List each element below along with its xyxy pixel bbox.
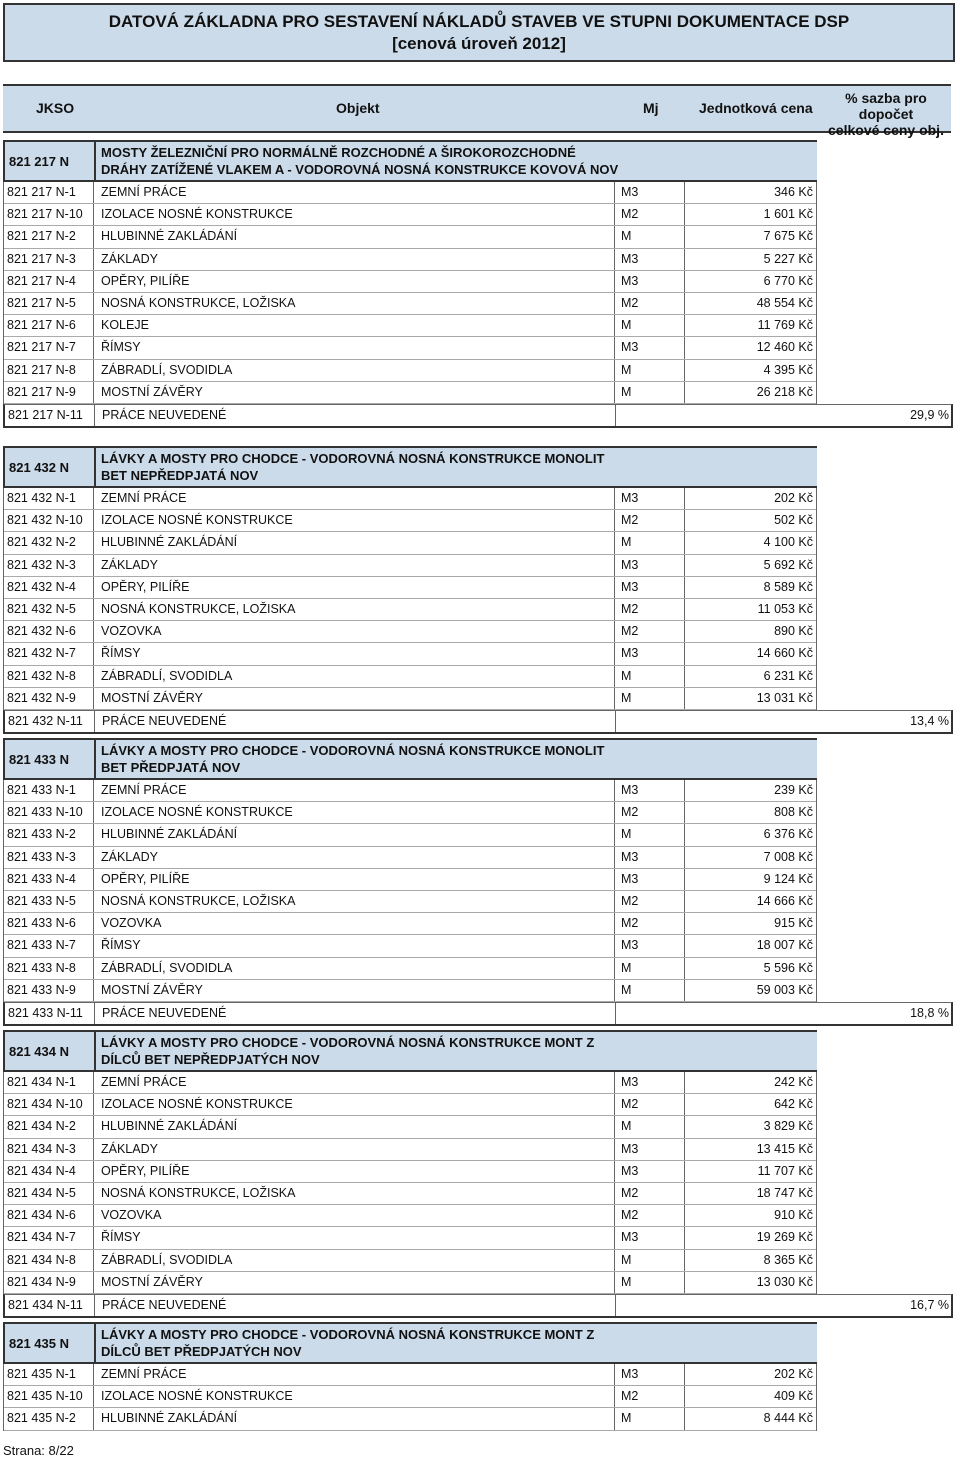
item-price: 642 Kč — [774, 1097, 813, 1112]
item-code: 821 217 N-1 — [7, 185, 76, 199]
item-unit: M — [621, 960, 632, 975]
table-row — [4, 293, 816, 315]
item-name: ZEMNÍ PRÁCE — [101, 491, 187, 505]
item-code: 821 434 N-4 — [7, 1163, 76, 1178]
item-price: 890 Kč — [774, 624, 813, 639]
item-name: IZOLACE NOSNÉ KONSTRUKCE — [101, 513, 293, 528]
item-code: 821 435 N-1 — [7, 1367, 76, 1381]
item-unit: M3 — [621, 1230, 639, 1245]
item-code: 821 432 N-9 — [7, 690, 76, 705]
section-name: LÁVKY A MOSTY PRO CHODCE - VODOROVNÁ NOSNÁ KONSTRUKCE MONOLIT BET NEPŘEDPJATÁ NOV — [101, 451, 605, 483]
item-name: ZÁKLADY — [101, 251, 158, 266]
item-code: 821 217 N-4 — [7, 273, 76, 288]
item-price: 6 231 Kč — [763, 668, 813, 683]
item-unit: M — [621, 668, 632, 683]
item-name: NOSNÁ KONSTRUKCE, LOŽISKA — [101, 295, 296, 310]
item-name: VOZOVKA — [101, 1208, 162, 1223]
item-price: 239 Kč — [774, 783, 813, 797]
table-row-percent — [3, 710, 953, 734]
item-name: ŘÍMSY — [101, 1230, 141, 1245]
item-name: NOSNÁ KONSTRUKCE, LOŽISKA — [101, 893, 296, 908]
table-row — [4, 271, 816, 293]
item-unit: M — [621, 362, 632, 377]
item-name: MOSTNÍ ZÁVĚRY — [101, 982, 203, 997]
item-unit: M3 — [621, 938, 639, 953]
table-row — [4, 1205, 816, 1227]
item-unit: M3 — [621, 557, 639, 572]
item-code: 821 434 N-5 — [7, 1185, 76, 1200]
item-unit: M2 — [621, 805, 639, 820]
item-code: 821 434 N-3 — [7, 1141, 76, 1156]
table-row — [4, 666, 816, 688]
item-name: VOZOVKA — [101, 624, 162, 639]
item-name: ZEMNÍ PRÁCE — [101, 1367, 187, 1381]
table-row — [4, 204, 816, 226]
table-row — [4, 532, 816, 554]
table-row — [4, 802, 816, 824]
item-code: 821 432 N-8 — [7, 668, 76, 683]
item-price: 14 666 Kč — [756, 893, 813, 908]
item-name: MOSTNÍ ZÁVĚRY — [101, 690, 203, 705]
item-unit: M3 — [621, 491, 639, 505]
item-unit: M2 — [621, 601, 639, 616]
item-price: 9 124 Kč — [763, 871, 813, 886]
item-unit: M2 — [621, 1097, 639, 1112]
item-code: 821 432 N-5 — [7, 601, 76, 616]
item-price: 6 376 Kč — [763, 827, 813, 842]
table-row — [4, 1094, 816, 1116]
item-unit: M — [621, 1274, 632, 1289]
item-name: ZÁBRADLÍ, SVODIDLA — [101, 1252, 233, 1267]
item-name: OPĚRY, PILÍŘE — [101, 871, 190, 886]
document-title — [3, 3, 955, 62]
item-unit: M — [621, 1411, 632, 1426]
item-name: IZOLACE NOSNÉ KONSTRUKCE — [101, 207, 293, 222]
table-row — [4, 555, 816, 577]
table-row — [4, 360, 816, 382]
item-percent: 29,9 % — [910, 407, 949, 422]
section-header — [3, 1030, 817, 1072]
item-unit: M3 — [621, 185, 639, 199]
section-code: 821 433 N — [9, 752, 69, 767]
item-code: 821 433 N-1 — [7, 783, 76, 797]
item-price: 346 Kč — [774, 185, 813, 199]
section-header — [3, 446, 817, 488]
item-price: 502 Kč — [774, 513, 813, 528]
item-code: 821 217 N-6 — [7, 318, 76, 333]
table-row — [4, 643, 816, 665]
table-row — [4, 382, 816, 404]
item-name: PRÁCE NEUVEDENÉ — [102, 1297, 227, 1312]
item-code: 821 434 N-8 — [7, 1252, 76, 1267]
item-price: 202 Kč — [774, 491, 813, 505]
item-code: 821 433 N-10 — [7, 805, 83, 820]
item-name: ZÁKLADY — [101, 1141, 158, 1156]
table-row — [4, 913, 816, 935]
item-name: OPĚRY, PILÍŘE — [101, 273, 190, 288]
item-name: ZEMNÍ PRÁCE — [101, 1075, 187, 1089]
item-name: ZEMNÍ PRÁCE — [101, 185, 187, 199]
item-price: 7 675 Kč — [763, 229, 813, 244]
page-number: Strana: 8/22 — [3, 1443, 74, 1458]
item-price: 8 589 Kč — [763, 579, 813, 594]
item-name: KOLEJE — [101, 318, 149, 333]
title-line-1: DATOVÁ ZÁKLADNA PRO SESTAVENÍ NÁKLADŮ STAVEB VE STUPNI DOKUMENTACE DSP — [108, 12, 850, 31]
item-name: IZOLACE NOSNÉ KONSTRUKCE — [101, 1389, 293, 1404]
item-price: 59 003 Kč — [756, 982, 813, 997]
item-name: MOSTNÍ ZÁVĚRY — [101, 1274, 203, 1289]
item-unit: M3 — [621, 871, 639, 886]
table-row — [4, 249, 816, 271]
item-name: ZEMNÍ PRÁCE — [101, 783, 187, 797]
item-code: 821 432 N-7 — [7, 646, 76, 661]
section-name: LÁVKY A MOSTY PRO CHODCE - VODOROVNÁ NOSNÁ KONSTRUKCE MONT Z DÍLCŮ BET NEPŘEDPJATÝCH NOV — [101, 1035, 595, 1067]
item-price: 202 Kč — [774, 1367, 813, 1381]
title-line-2: [cenová úroveň 2012] — [392, 34, 566, 53]
item-price: 808 Kč — [774, 805, 813, 820]
table-row — [4, 621, 816, 643]
item-price: 11 053 Kč — [757, 601, 813, 616]
item-code: 821 434 N-1 — [7, 1075, 76, 1089]
table-row-percent — [3, 1294, 953, 1318]
table-row — [4, 1408, 816, 1430]
item-unit: M2 — [621, 207, 639, 222]
item-unit: M3 — [621, 1367, 639, 1381]
item-code: 821 217 N-3 — [7, 251, 76, 266]
item-code: 821 432 N-6 — [7, 624, 76, 639]
table-row — [4, 1386, 816, 1408]
item-unit: M3 — [621, 251, 639, 266]
item-unit: M3 — [621, 579, 639, 594]
item-price: 11 769 Kč — [757, 318, 813, 333]
item-name: PRÁCE NEUVEDENÉ — [102, 407, 227, 422]
item-price: 4 395 Kč — [763, 362, 813, 377]
item-name: ZÁKLADY — [101, 557, 158, 572]
item-code: 821 433 N-6 — [7, 916, 76, 931]
item-code: 821 432 N-2 — [7, 535, 76, 550]
section-1 — [3, 446, 953, 734]
table-row — [4, 315, 816, 337]
item-price: 13 415 Kč — [756, 1141, 813, 1156]
table-row — [4, 1072, 816, 1094]
item-name: HLUBINNÉ ZAKLÁDÁNÍ — [101, 229, 238, 244]
table-row — [4, 1183, 816, 1205]
table-row-percent — [3, 404, 953, 428]
item-unit: M3 — [621, 646, 639, 661]
table-row — [4, 847, 816, 869]
item-code: 821 217 N-8 — [7, 362, 76, 377]
item-code: 821 432 N-11 — [8, 713, 83, 728]
table-row — [4, 337, 816, 359]
item-unit: M3 — [621, 783, 639, 797]
item-price: 6 770 Kč — [763, 273, 813, 288]
item-name: NOSNÁ KONSTRUKCE, LOŽISKA — [101, 601, 296, 616]
item-price: 915 Kč — [774, 916, 813, 931]
section-3 — [3, 1030, 953, 1318]
section-code: 821 434 N — [9, 1044, 69, 1059]
header-objekt: Objekt — [336, 100, 380, 116]
header-mj: Mj — [643, 100, 659, 116]
item-code: 821 433 N-3 — [7, 849, 76, 864]
section-2 — [3, 738, 953, 1026]
section-header — [3, 738, 817, 780]
table-row — [4, 1272, 816, 1294]
section-code: 821 432 N — [9, 460, 69, 475]
table-row — [4, 577, 816, 599]
item-code: 821 217 N-9 — [7, 384, 76, 399]
column-header-row — [3, 84, 951, 138]
item-name: HLUBINNÉ ZAKLÁDÁNÍ — [101, 535, 238, 550]
item-price: 14 660 Kč — [756, 646, 813, 661]
item-code: 821 217 N-7 — [7, 340, 76, 355]
item-code: 821 434 N-2 — [7, 1119, 76, 1134]
header-pct: % sazba pro dopočet celkové ceny obj. — [828, 90, 944, 138]
item-name: IZOLACE NOSNÉ KONSTRUKCE — [101, 805, 293, 820]
table-row — [4, 980, 816, 1002]
item-name: ZÁBRADLÍ, SVODIDLA — [101, 668, 233, 683]
item-unit: M — [621, 229, 632, 244]
item-name: HLUBINNÉ ZAKLÁDÁNÍ — [101, 827, 238, 842]
item-code: 821 434 N-10 — [7, 1097, 83, 1112]
item-code: 821 433 N-9 — [7, 982, 76, 997]
section-header — [3, 140, 817, 182]
item-percent: 13,4 % — [910, 713, 949, 728]
item-name: ŘÍMSY — [101, 938, 141, 953]
item-code: 821 432 N-3 — [7, 557, 76, 572]
item-name: OPĚRY, PILÍŘE — [101, 579, 190, 594]
table-row — [4, 488, 816, 510]
item-price: 26 218 Kč — [756, 384, 813, 399]
item-price: 5 692 Kč — [763, 557, 813, 572]
item-price: 4 100 Kč — [763, 535, 813, 550]
item-price: 18 747 Kč — [756, 1185, 813, 1200]
item-unit: M3 — [621, 340, 639, 355]
item-name: ZÁKLADY — [101, 849, 158, 864]
table-row — [4, 510, 816, 532]
item-code: 821 433 N-4 — [7, 871, 76, 886]
item-price: 13 030 Kč — [756, 1274, 813, 1289]
item-name: HLUBINNÉ ZAKLÁDÁNÍ — [101, 1119, 238, 1134]
table-row — [4, 1227, 816, 1249]
item-name: PRÁCE NEUVEDENÉ — [102, 713, 227, 728]
item-price: 3 829 Kč — [763, 1119, 813, 1134]
item-unit: M — [621, 827, 632, 842]
item-name: ŘÍMSY — [101, 646, 141, 661]
item-name: ŘÍMSY — [101, 340, 141, 355]
item-unit: M — [621, 982, 632, 997]
item-price: 910 Kč — [774, 1208, 813, 1223]
item-code: 821 433 N-5 — [7, 893, 76, 908]
table-row — [4, 599, 816, 621]
table-row — [4, 1364, 816, 1386]
item-unit: M2 — [621, 624, 639, 639]
item-unit: M3 — [621, 273, 639, 288]
item-unit: M2 — [621, 1185, 639, 1200]
item-name: VOZOVKA — [101, 916, 162, 931]
item-code: 821 432 N-10 — [7, 513, 83, 528]
item-code: 821 434 N-7 — [7, 1230, 76, 1245]
table-row — [4, 1161, 816, 1183]
item-unit: M — [621, 535, 632, 550]
item-percent: 18,8 % — [910, 1005, 949, 1020]
item-code: 821 217 N-5 — [7, 295, 76, 310]
header-cena: Jednotková cena — [699, 100, 813, 116]
item-name: HLUBINNÉ ZAKLÁDÁNÍ — [101, 1411, 238, 1426]
item-unit: M2 — [621, 1208, 639, 1223]
item-price: 5 227 Kč — [763, 251, 813, 266]
table-row — [4, 824, 816, 846]
item-unit: M2 — [621, 295, 639, 310]
table-row — [4, 869, 816, 891]
item-unit: M — [621, 1119, 632, 1134]
item-price: 13 031 Kč — [756, 690, 813, 705]
item-name: MOSTNÍ ZÁVĚRY — [101, 384, 203, 399]
item-code: 821 433 N-7 — [7, 938, 76, 953]
item-name: OPĚRY, PILÍŘE — [101, 1163, 190, 1178]
table-row — [4, 1139, 816, 1161]
item-price: 11 707 Kč — [757, 1163, 813, 1178]
item-name: NOSNÁ KONSTRUKCE, LOŽISKA — [101, 1185, 296, 1200]
table-row-percent — [3, 1002, 953, 1026]
section-code: 821 217 N — [9, 154, 69, 169]
item-unit: M — [621, 690, 632, 705]
item-code: 821 434 N-6 — [7, 1208, 76, 1223]
item-unit: M3 — [621, 1141, 639, 1156]
item-price: 18 007 Kč — [756, 938, 813, 953]
table-row — [4, 780, 816, 802]
table-row — [4, 891, 816, 913]
item-code: 821 217 N-2 — [7, 229, 76, 244]
header-jkso: JKSO — [36, 100, 75, 116]
section-header — [3, 1322, 817, 1364]
item-name: IZOLACE NOSNÉ KONSTRUKCE — [101, 1097, 293, 1112]
item-code: 821 217 N-10 — [7, 207, 83, 222]
item-code: 821 217 N-11 — [8, 407, 83, 422]
item-price: 7 008 Kč — [763, 849, 813, 864]
section-name: MOSTY ŽELEZNIČNÍ PRO NORMÁLNĚ ROZCHODNÉ A ŠIROKOROZCHODNÉ DRÁHY ZATÍŽENÉ VLAKEM A - VODOROVNÁ NOSNÁ KONSTRUKCE KOVOVÁ NOV — [101, 145, 619, 177]
item-code: 821 434 N-11 — [8, 1297, 83, 1312]
item-unit: M3 — [621, 849, 639, 864]
item-unit: M2 — [621, 513, 639, 528]
item-code: 821 433 N-8 — [7, 960, 76, 975]
item-price: 8 365 Kč — [763, 1252, 813, 1267]
item-unit: M — [621, 318, 632, 333]
item-price: 48 554 Kč — [756, 295, 813, 310]
item-price: 8 444 Kč — [763, 1411, 813, 1426]
item-code: 821 433 N-2 — [7, 827, 76, 842]
item-name: ZÁBRADLÍ, SVODIDLA — [101, 960, 233, 975]
item-price: 1 601 Kč — [763, 207, 813, 222]
item-unit: M2 — [621, 1389, 639, 1404]
table-row — [4, 226, 816, 248]
item-price: 242 Kč — [774, 1075, 813, 1089]
section-code: 821 435 N — [9, 1336, 69, 1351]
table-row — [4, 688, 816, 710]
section-name: LÁVKY A MOSTY PRO CHODCE - VODOROVNÁ NOSNÁ KONSTRUKCE MONT Z DÍLCŮ BET PŘEDPJATÝCH NOV — [101, 1327, 595, 1359]
item-unit: M2 — [621, 916, 639, 931]
item-code: 821 432 N-4 — [7, 579, 76, 594]
item-code: 821 432 N-1 — [7, 491, 76, 505]
item-unit: M — [621, 1252, 632, 1267]
table-row — [4, 182, 816, 204]
section-4 — [3, 1322, 953, 1431]
item-code: 821 433 N-11 — [8, 1005, 83, 1020]
table-row — [4, 935, 816, 957]
item-price: 19 269 Kč — [756, 1230, 813, 1245]
item-name: ZÁBRADLÍ, SVODIDLA — [101, 362, 233, 377]
item-unit: M2 — [621, 893, 639, 908]
section-name: LÁVKY A MOSTY PRO CHODCE - VODOROVNÁ NOSNÁ KONSTRUKCE MONOLIT BET PŘEDPJATÁ NOV — [101, 743, 605, 775]
table-row — [4, 1116, 816, 1138]
table-row — [4, 958, 816, 980]
item-code: 821 434 N-9 — [7, 1274, 76, 1289]
item-unit: M3 — [621, 1075, 639, 1089]
item-code: 821 435 N-10 — [7, 1389, 83, 1404]
item-price: 5 596 Kč — [763, 960, 813, 975]
section-0 — [3, 140, 953, 428]
item-name: PRÁCE NEUVEDENÉ — [102, 1005, 227, 1020]
item-unit: M3 — [621, 1163, 639, 1178]
item-price: 409 Kč — [774, 1389, 813, 1404]
item-price: 12 460 Kč — [756, 340, 813, 355]
table-row — [4, 1250, 816, 1272]
item-percent: 16,7 % — [910, 1297, 949, 1312]
item-unit: M — [621, 384, 632, 399]
item-code: 821 435 N-2 — [7, 1411, 76, 1426]
